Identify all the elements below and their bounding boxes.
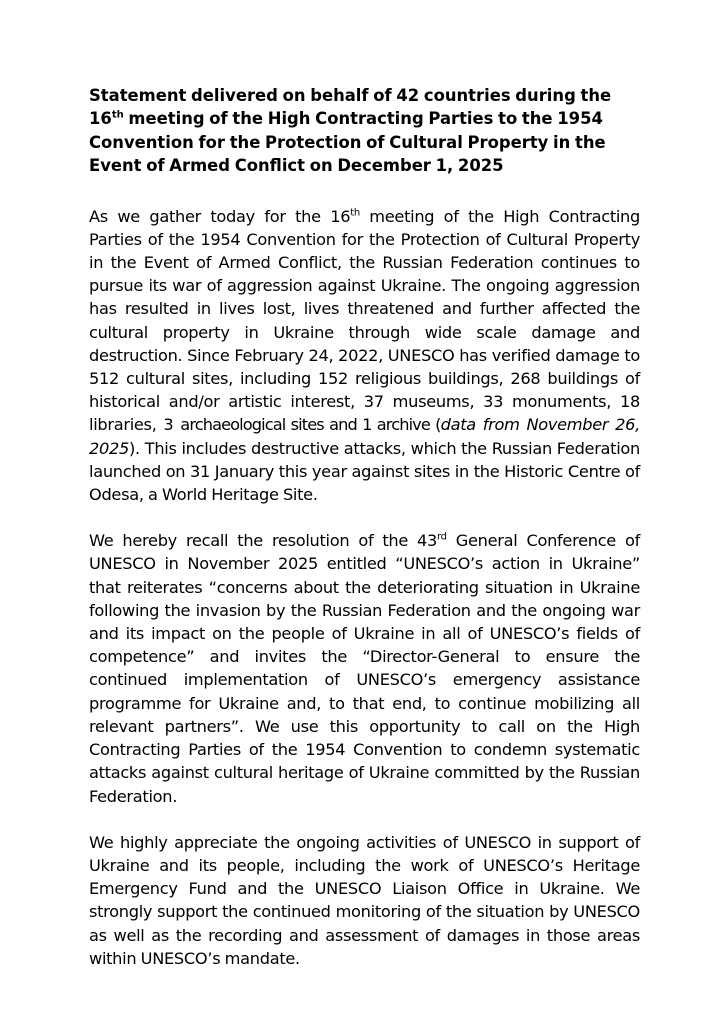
p2-text-start: We hereby recall the resolution of the 43: [89, 531, 438, 551]
p1-ordinal-suffix: th: [350, 207, 360, 219]
paragraph-appreciation: [89, 831, 640, 970]
statement-title: [89, 84, 640, 178]
title-text-end: meeting of the High Contracting Parties to the 1954 Convention for the Protection of Cultural Property in the Event of Armed Conflict on December 1, 2025: [89, 109, 606, 176]
p3-text: We highly appreciate the ongoing activities of UNESCO in support of Ukraine and its people, including the work of UNESCO’s Heritage Emergency Fund and the UNESCO Liaison Office in Ukraine. We strongly support the continued monitoring of the situation by UNESCO as well as the recording and assessment of damages in those areas within UNESCO’s mandate.: [89, 832, 640, 968]
document-page: [89, 84, 640, 970]
p1-text-main: meeting of the High Contracting Parties of the 1954 Convention for the Protection of Cultural Property in the Event of Armed Conflict, the Russian Federation continues to pursue its war of aggression against Ukraine. The ongoing aggression has resulted in lives lost, lives threatened and further affected the cultural property in Ukraine through wide scale damage and destruction. Since February 24, 2022, UNESCO has verified damage to 512 cultural sites, including 152 religious buildings, 268 buildings of historical and/or artistic interest, 37 museums, 33 monuments, 18 libraries, 3: [89, 206, 640, 435]
p1-data-date-note: data from November 26, 2025: [89, 415, 640, 458]
p1-text-condensed: archaeological sites and 1 archive (: [180, 415, 441, 435]
p1-text-start: As we gather today for the 16: [89, 206, 351, 226]
p1-text-end: ). This includes destructive attacks, which the Russian Federation launched on 31 January this year against sites in the Historic Centre of Odesa, a World Heritage Site.: [89, 438, 640, 505]
paragraph-damage-summary: [89, 205, 640, 507]
title-ordinal-suffix: th: [111, 109, 124, 121]
title-text-start: Statement delivered on behalf of 42 countries during the 16: [89, 86, 612, 129]
p2-text-main: General Conference of UNESCO in November 2025 entitled “UNESCO’s action in Ukraine” that reiterates “concerns about the deteriorating situation in Ukraine following the invasion by the Russian Federation and the ongoing war and its impact on the people of Ukraine in all of UNESCO’s fields of competence” and invites the “Director-General to ensure the continued implementation of UNESCO’s emergency assistance programme for Ukraine and, to that end, to continue mobilizing all relevant partners”. We use this opportunity to call on the High Contracting Parties of the 1954 Convention to condemn systematic attacks against cultural heritage of Ukraine committed by the Russian Federation.: [89, 531, 640, 806]
paragraph-resolution-recall: [89, 529, 640, 807]
p2-ordinal-suffix: rd: [437, 531, 447, 543]
